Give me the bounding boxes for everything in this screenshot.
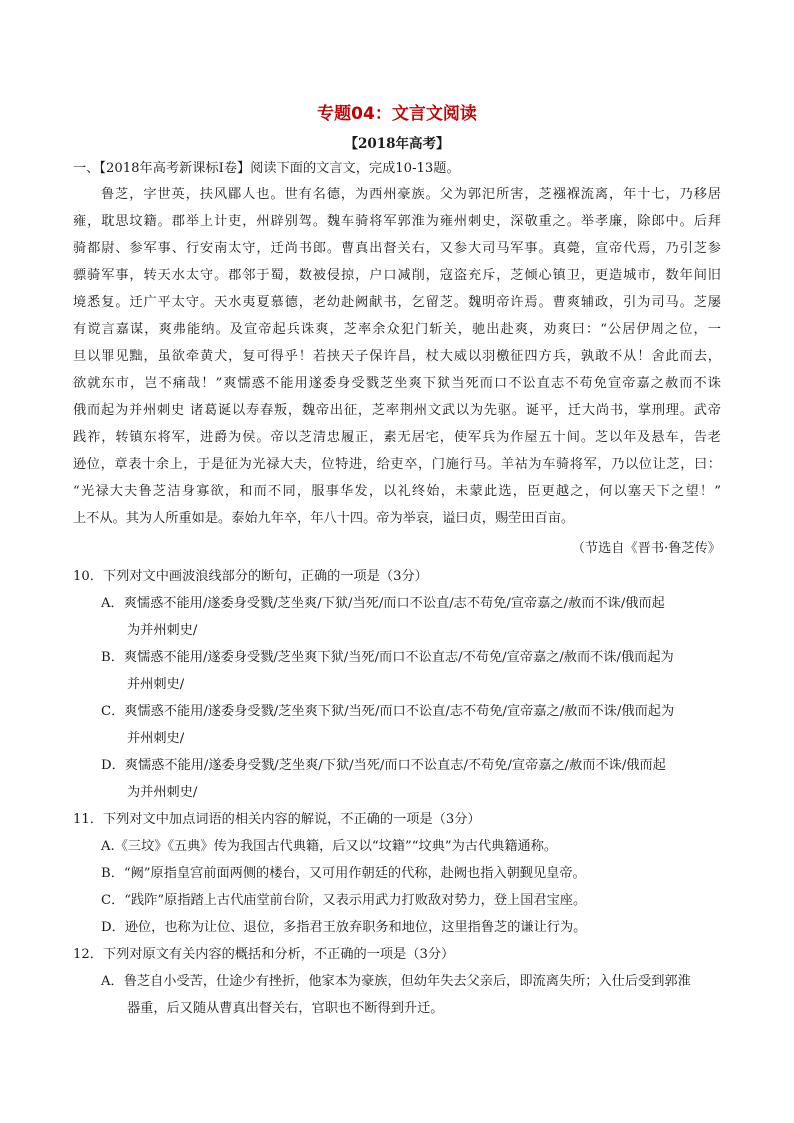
passage-line: 有谠言嘉谋，爽弗能纳。及宣帝起兵诛爽，芝率余众犯门斩关，驰出赴爽，劝爽曰：“公居伊周之位，一 — [73, 322, 721, 337]
passage-line: 践祚，转镇东将军，进爵为侯。帝以芝清忠履正，素无居宅，使军兵为作屋五十间。芝以年及悬车，告老 — [73, 430, 721, 445]
question-stem: 12．下列对原文有关内容的概括和分析，不正确的一项是（3分） — [73, 947, 455, 962]
option-c: C．爽懦惑不能用/遂委身受戮/芝坐爽下狱/当死/而口不讼直/志不苟免/宣帝嘉之/赦而不诛/俄而起为 — [101, 704, 675, 719]
passage-line: 鲁芝，字世英，扶风郿人也。世有名德，为西州豪族。父为郭汜所害，芝襁褓流离，年十七，乃移居 — [101, 187, 721, 202]
passage-line: 雍，耽思坟籍。郡举上计吏，州辟别驾。魏车骑将军郭淮为雍州刺史，深敬重之。举孝廉，除郎中。后拜 — [73, 214, 721, 229]
option-d: D．爽懦惑不能用/遂委身受戮/芝坐爽/下狱/当死/而口不讼直志/不苟免/宣帝嘉之/赦而不诛/俄而起 — [101, 758, 666, 773]
passage-source: （节选自《晋书·鲁芝传》 — [571, 541, 721, 556]
passage-line: 境悉复。迁广平太守。天水夷夏慕德，老幼赴阙献书，乞留芝。魏明帝许焉。曹爽辅政，引为司马。芝屡 — [73, 295, 721, 310]
option-b: B．“阙”原指皇宫前面两侧的楼台，又可用作朝廷的代称，赴阙也指入朝觐见皇帝。 — [101, 866, 586, 881]
passage-line: 骠骑军事，转天水太守。郡邻于蜀，数被侵掠，户口减削，寇盗充斥，芝倾心镇卫，更造城市，数年间旧 — [73, 268, 721, 283]
option-a-cont: 器重，后又随从曹真出督关右，官职也不断得到升迁。 — [127, 1001, 444, 1016]
question-intro: 一、【2018年高考新课标Ⅰ卷】阅读下面的文言文，完成10-13题。 — [73, 161, 460, 176]
exam-subheading: 【2018年高考】 — [344, 136, 450, 152]
passage-line-underlined: 俄而起为并州刺史 诸葛诞以寿春叛，魏帝出征，芝率荆州文武以为先驱。诞平，迁大尚书，掌刑理。武帝 — [73, 403, 721, 418]
option-b: B．爽懦惑不能用/遂委身受戮/芝坐爽下狱/当死/而口不讼直志/不苟免/宣帝嘉之/赦而不诛/俄而起为 — [101, 650, 674, 665]
question-stem: 11．下列对文中加点词语的相关内容的解说，不正确的一项是（3分） — [73, 812, 481, 827]
passage-line: 逊位，章表十余上，于是征为光禄大夫，位特进，给吏卒，门施行马。羊祜为车骑将军，乃以位让芝，曰： — [73, 457, 721, 472]
passage-line: 欲就东市，岂不痛哉！”爽懦惑不能用遂委身受戮芝坐爽下狱当死而口不讼直志不苟免宣帝嘉之赦而不诛 — [73, 376, 721, 391]
passage-line: 上不从。其为人所重如是。泰始九年卒，年八十四。帝为举哀，谥曰贞，赐茔田百亩。 — [73, 511, 575, 526]
option-c-cont: 并州刺史/ — [127, 731, 185, 746]
question-stem: 10．下列对文中画波浪线部分的断句，正确的一项是（3分） — [73, 569, 428, 584]
option-a-cont: 为并州刺史/ — [127, 623, 198, 638]
option-a: A．鲁芝自小受苦，仕途少有挫折，他家本为豪族，但幼年失去父亲后，即流离失所；入仕后受到郭淮 — [101, 974, 691, 989]
passage-line: 骑都尉、参军事、行安南太守，迁尚书郎。曹真出督关右，又参大司马军事。真薨，宣帝代焉，乃引芝参 — [73, 241, 721, 256]
page-title: 专题04：文言文阅读 — [317, 104, 477, 124]
option-d: D．逊位，也称为让位、退位，多指君王放弃职务和地位，这里指鲁芝的谦让行为。 — [101, 920, 587, 935]
option-a: A.《三坟》《五典》传为我国古代典籍，后又以“坟籍”“坟典”为古代典籍通称。 — [101, 839, 558, 854]
passage-line: “光禄大夫鲁芝洁身寡欲，和而不同，服事华发，以礼终始，未蒙此选，臣更越之，何以塞天下之望！” — [73, 484, 721, 499]
option-a: A．爽懦惑不能用/遂委身受戮/芝坐爽/下狱/当死/而口不讼直/志不苟免/宣帝嘉之/赦而不诛/俄而起 — [101, 596, 665, 611]
option-b-cont: 并州刺史/ — [127, 677, 185, 692]
passage-line: 旦以罪见黜，虽欲牵黄犬，复可得乎！若挟天子保许昌，杖大威以羽檄征四方兵，孰敢不从！舍此而去， — [73, 349, 721, 364]
option-c: C．“践阼”原指踏上古代庙堂前台阶，又表示用武力打败敌对势力，登上国君宝座。 — [101, 893, 587, 908]
option-d-cont: 为并州刺史/ — [127, 785, 198, 800]
